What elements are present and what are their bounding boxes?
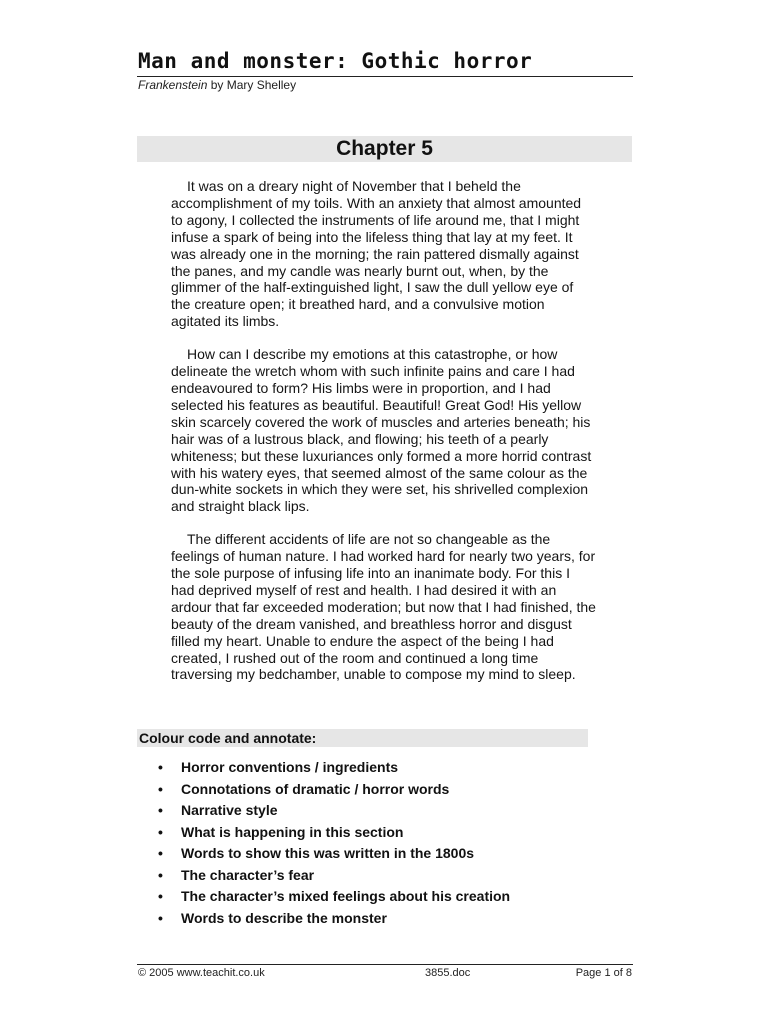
- chapter-heading-bar: [137, 136, 632, 162]
- list-item: [158, 843, 598, 865]
- bullet-icon: •: [158, 802, 163, 818]
- annotation-task-list: [158, 757, 598, 929]
- paragraph-1: It was on a dreary night of November that I beheld the accomplishment of my toils. With an anxiety that almost amounted to agony, I collected the instruments of life around me, that I might infuse a spark of being into the lifeless thing that lay at my feet. It was already one in the morning; the rain pattered dismally against the panes, and my candle was nearly burnt out, when, by the glimmer of the half-extinguished light, I saw the dull yellow eye of the creature open; it breathed hard, and a convulsive motion agitated its limbs.: [171, 178, 582, 330]
- bullet-icon: •: [158, 866, 163, 883]
- paragraph-3: The different accidents of life are not so changeable as the feelings of human nature. I had worked hard for nearly two years, for the sole purpose of infusing life into an inanimate body. For this I had deprived myself of rest and health. I had desired it with an ardour that far exceeded moderation; but now that I had finished, the beauty of the dream vanished, and breathless horror and disgust filled my heart. Unable to endure the aspect of the being I had created, I rushed out of the room and continued a long time traversing my bedchamber, unable to compose my mind to sleep.: [171, 531, 596, 683]
- bullet-icon: •: [158, 759, 163, 775]
- subtitle: [138, 78, 296, 92]
- list-item: [158, 865, 598, 887]
- bullet-icon: •: [158, 909, 163, 926]
- list-item-text: Horror conventions / ingredients: [181, 759, 399, 775]
- list-item: [158, 822, 598, 844]
- page-title: Man and monster: Gothic horror: [138, 49, 533, 73]
- title-divider: [137, 76, 633, 77]
- footer-page-number: Page 1 of 8: [575, 967, 632, 979]
- bullet-icon: •: [158, 780, 163, 797]
- list-item-text: Connotations of dramatic / horror words: [181, 780, 450, 797]
- list-item-text: Narrative style: [181, 802, 278, 818]
- annotate-heading-bar: [137, 729, 588, 747]
- list-item: [158, 757, 598, 779]
- chapter-body: [171, 178, 596, 699]
- list-item-text: What is happening in this section: [181, 823, 404, 840]
- bullet-icon: •: [158, 823, 163, 840]
- chapter-heading: Chapter 5: [336, 137, 433, 160]
- bullet-icon: •: [158, 888, 163, 904]
- book-title: Frankenstein: [138, 78, 208, 92]
- bullet-icon: •: [158, 845, 163, 861]
- list-item: [158, 886, 598, 908]
- footer-filename: 3855.doc: [425, 967, 471, 979]
- list-item-text: Words to show this was written in the 1800s: [181, 845, 475, 861]
- paragraph-2: How can I describe my emotions at this catastrophe, or how delineate the wretch whom with such infinite pains and care I had endeavoured to form? His limbs were in proportion, and I had selected his features as beautiful. Beautiful! Great God! His yellow skin scarcely covered the work of muscles and arteries beneath; his hair was of a lustrous black, and flowing; his teeth of a pearly whiteness; but these luxuriances only formed a more horrid contrast with his watery eyes, that seemed almost of the same colour as the dun-white sockets in which they were set, his shrivelled complexion and straight black lips.: [171, 346, 592, 515]
- list-item-text: The character’s fear: [181, 866, 315, 883]
- list-item-text: The character’s mixed feelings about his creation: [181, 888, 511, 904]
- annotate-heading: Colour code and annotate:: [139, 730, 317, 746]
- footer-divider: [137, 964, 633, 965]
- page-footer: [138, 966, 632, 980]
- footer-copyright: © 2005 www.teachit.co.uk: [138, 967, 265, 979]
- author-line: by Mary Shelley: [207, 78, 297, 92]
- list-item: [158, 800, 598, 822]
- list-item-text: Words to describe the monster: [181, 909, 387, 926]
- list-item: [158, 908, 598, 930]
- list-item: [158, 779, 598, 801]
